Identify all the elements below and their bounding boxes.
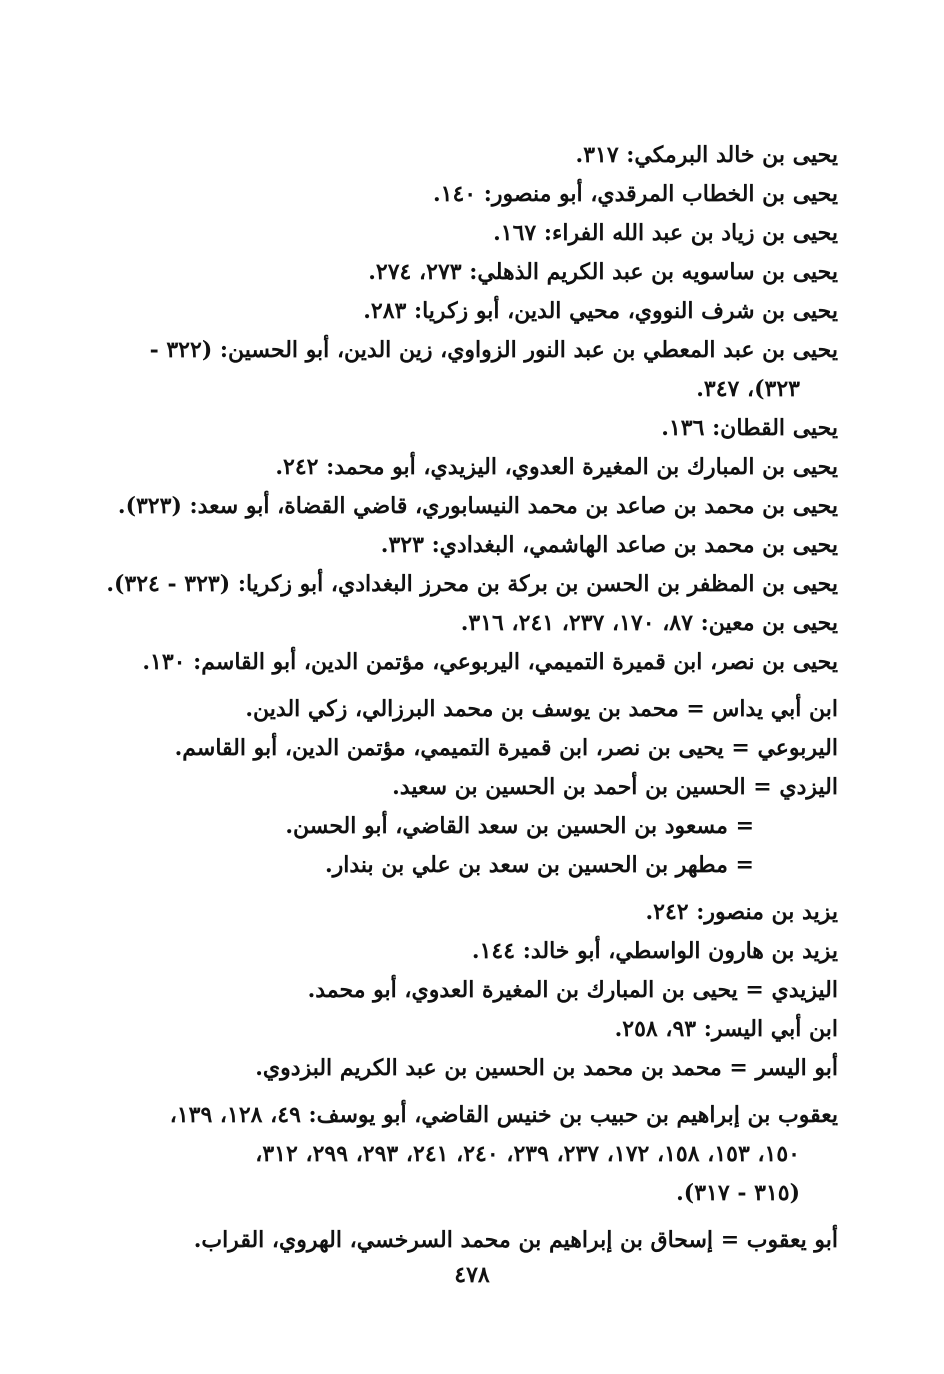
cross-reference-entry: اليزيدي = يحيى بن المبارك بن المغيرة العدوي، أبو محمد. [307,977,838,1003]
cross-reference-entry: أبو يعقوب = إسحاق بن إبراهيم بن محمد السرخسي، الهروي، القراب. [193,1227,838,1253]
cross-reference-entry: اليربوعي = يحيى بن نصر، ابن قميرة التميمي، مؤتمن الدين، أبو القاسم. [174,735,838,761]
cross-reference-continuation: = مسعود بن الحسين بن سعد القاضي، أبو الحسن. [285,813,754,839]
page-number: ٤٧٨ [454,1262,490,1288]
entry-continuation-line: ٣٢٣)، ٣٤٧. [696,376,800,402]
index-entry: ابن أبي اليسر: ٩٣، ٢٥٨. [614,1016,838,1042]
cross-reference-continuation: = مطهر بن الحسين بن سعد بن علي بن بندار. [324,852,754,878]
index-entry: يزيد بن منصور: ٢٤٢. [645,899,838,925]
entry-continuation-line: ١٥٠، ١٥٣، ١٥٨، ١٧٢، ٢٣٧، ٢٣٩، ٢٤٠، ٢٤١، ٢٩٣، ٢٩٩، ٣١٢، [255,1141,800,1167]
index-entry: يحيى بن محمد بن صاعد بن محمد النيسابوري، قاضي القضاة، أبو سعد: (٣٢٣). [117,493,838,519]
index-entry-multiline [100,1096,838,1213]
index-entry: يحيى بن خالد البرمكي: ٣١٧. [575,142,838,168]
index-entry-multiline [100,331,838,409]
index-entry: يحيى القطان: ١٣٦. [661,415,838,441]
index-entry: يحيى بن نصر، ابن قميرة التميمي، اليربوعي، مؤتمن الدين، أبو القاسم: ١٣٠. [142,649,838,675]
entry-line: يعقوب بن إبراهيم بن حبيب بن خنيس القاضي، أبو يوسف: ٤٩، ١٢٨، ١٣٩، [169,1102,838,1128]
cross-reference-entry: ابن أبي يداس = محمد بن يوسف بن محمد البرزالي، زكي الدين. [245,696,838,722]
index-entry: يحيى بن المظفر بن الحسن بن بركة بن محرز البغدادي، أبو زكريا: (٣٢٣ - ٣٢٤). [106,571,838,597]
index-entry: يحيى بن زياد بن عبد الله الفراء: ١٦٧. [493,220,838,246]
index-entry: يحيى بن ساسويه بن عبد الكريم الذهلي: ٢٧٣، ٢٧٤. [368,259,838,285]
entry-continuation-line: (٣١٥ - ٣١٧). [676,1180,800,1206]
section-gap [100,682,838,690]
entry-line: يحيى بن عبد المعطي بن عبد النور الزواوي، زين الدين، أبو الحسين: (٣٢٢ - [149,337,838,363]
section-gap [100,1088,838,1096]
index-entry: يحيى بن المبارك بن المغيرة العدوي، اليزيدي، أبو محمد: ٢٤٢. [275,454,838,480]
section-gap [100,885,838,893]
section-gap [100,1213,838,1221]
cross-reference-entry: أبو اليسر = محمد بن محمد بن الحسين بن عبد الكريم البزدوي. [255,1055,838,1081]
index-entry: يحيى بن محمد بن صاعد الهاشمي، البغدادي: ٣٢٣. [380,532,838,558]
index-page [100,136,838,1260]
index-entry: يحيى بن معين: ٨٧، ١٧٠، ٢٣٧، ٢٤١، ٣١٦. [460,610,838,636]
cross-reference-entry: اليزدي = الحسين بن أحمد بن الحسين بن سعيد. [392,774,838,800]
index-entry: يزيد بن هارون الواسطي، أبو خالد: ١٤٤. [471,938,838,964]
index-entry: يحيى بن شرف النووي، محيي الدين، أبو زكريا: ٢٨٣. [363,298,838,324]
index-entry: يحيى بن الخطاب المرقدي، أبو منصور: ١٤٠. [433,181,838,207]
